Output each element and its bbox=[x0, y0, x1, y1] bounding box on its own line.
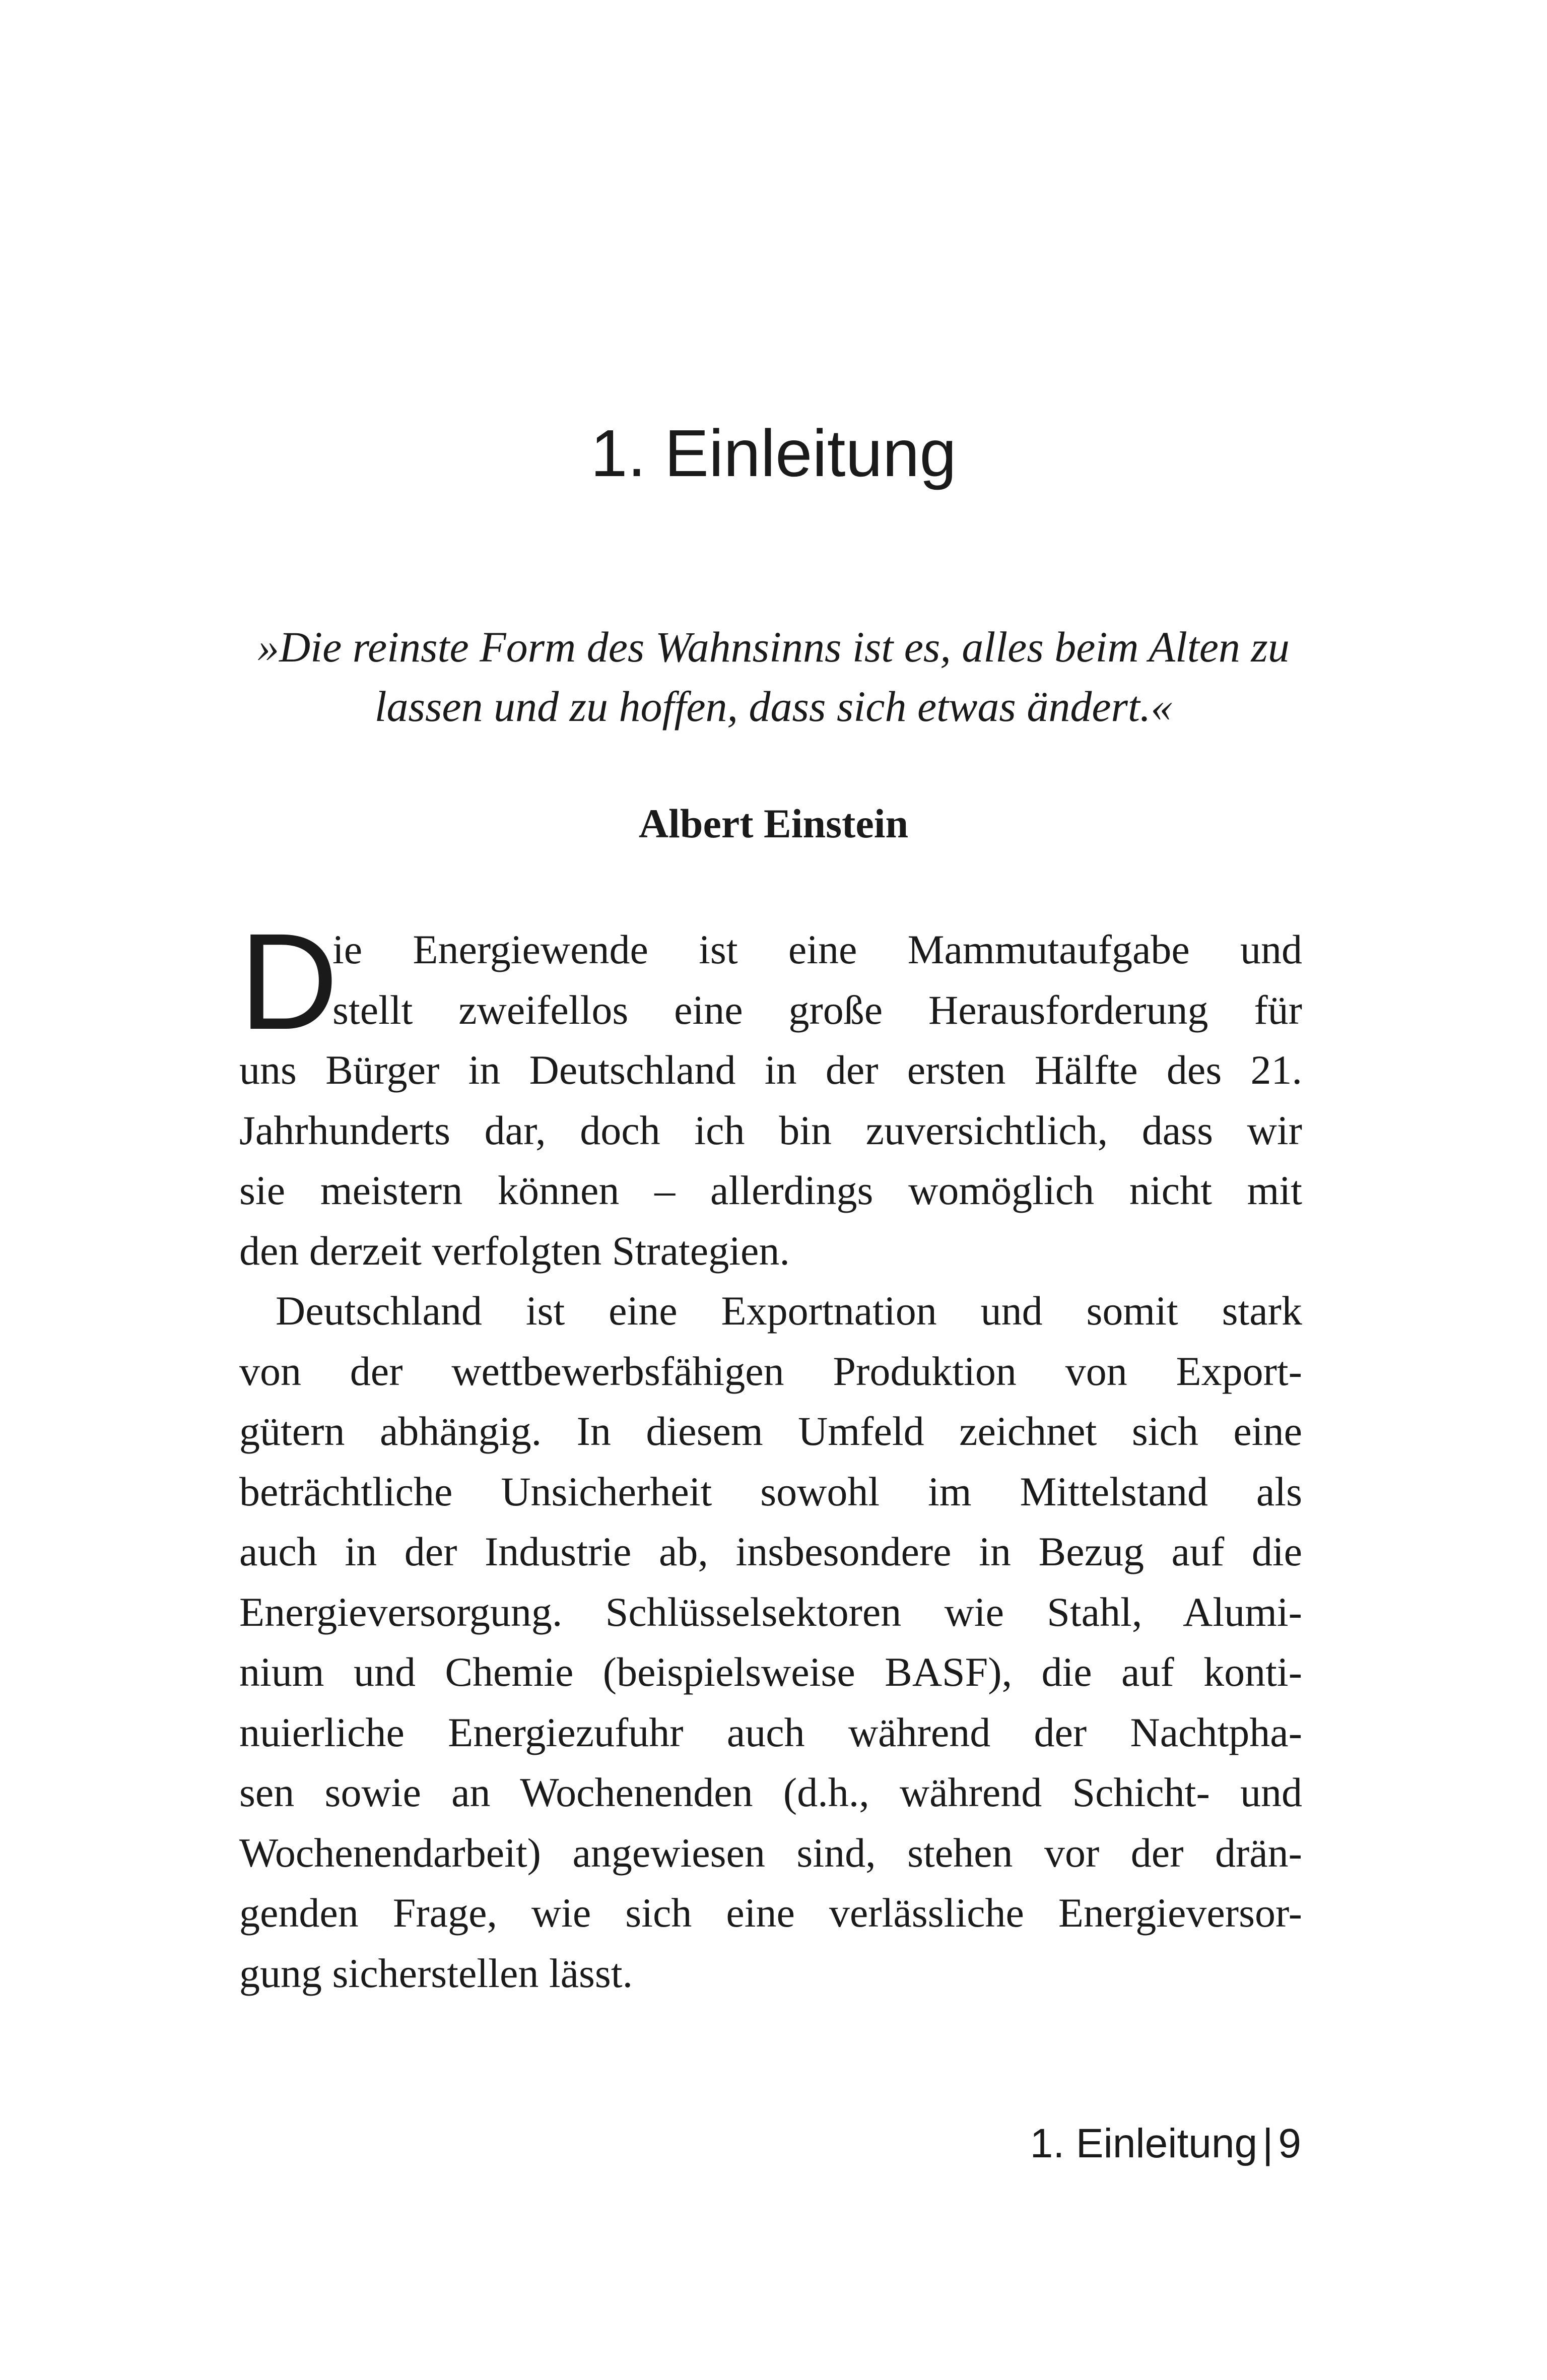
footer-section: 1. Einleitung bbox=[1030, 2121, 1258, 2166]
text-line: den derzeit verfolgten Strategien. bbox=[239, 1227, 790, 1274]
text-line: gütern abhängig. In diesem Umfeld zeichnet sich eine bbox=[239, 1408, 1302, 1454]
paragraph-2 bbox=[239, 1281, 1302, 2003]
epigraph-line: »Die reinste Form des Wahnsinns ist es, alles beim Alten zu bbox=[257, 623, 1290, 671]
text-line: Wochenendarbeit) angewiesen sind, stehen vor der drän- bbox=[239, 1829, 1302, 1876]
body-text bbox=[239, 905, 1302, 2003]
text-line: auch in der Industrie ab, insbesondere in Bezug auf die bbox=[239, 1529, 1302, 1574]
text-line: nium und Chemie (beispielsweise BASF), die auf konti- bbox=[239, 1649, 1302, 1695]
text-line: beträchtliche Unsicherheit sowohl im Mittelstand als bbox=[239, 1468, 1302, 1514]
text-line: uns Bürger in Deutschland in der ersten Hälfte des 21. bbox=[239, 1047, 1302, 1093]
text-line: von der wettbewerbsfähigen Produktion von Export- bbox=[239, 1348, 1302, 1394]
text-line: sen sowie an Wochenenden (d.h., während Schicht- und bbox=[239, 1769, 1302, 1815]
page-number: 9 bbox=[1278, 2121, 1301, 2166]
drop-cap: D bbox=[239, 905, 339, 1058]
epigraph-line: lassen und zu hoffen, dass sich etwas ändert.« bbox=[374, 682, 1173, 731]
paragraph-1 bbox=[239, 905, 1302, 1281]
text-line: Energieversorgung. Schlüsselsektoren wie Stahl, Alumi- bbox=[239, 1589, 1302, 1635]
text-line: nuierliche Energiezufuhr auch während der Nachtpha- bbox=[239, 1709, 1302, 1755]
text-line: sie meistern können – allerdings womöglich nicht mit bbox=[239, 1167, 1302, 1213]
epigraph-author: Albert Einstein bbox=[638, 801, 909, 846]
footer-separator: | bbox=[1262, 2121, 1273, 2166]
epigraph-quote bbox=[239, 617, 1308, 736]
text-line: genden Frage, wie sich eine verlässliche Energieversor- bbox=[239, 1890, 1302, 1936]
text-line: stellt zweifellos eine große Herausforderung für bbox=[332, 986, 1302, 1033]
text-line: Jahrhunderts dar, doch ich bin zuversichtlich, dass wir bbox=[239, 1107, 1302, 1153]
chapter-title: 1. Einleitung bbox=[590, 416, 957, 490]
running-footer bbox=[1030, 2116, 1301, 2171]
text-line: ie Energiewende ist eine Mammutaufgabe und bbox=[332, 927, 1302, 972]
text-line: Deutschland ist eine Exportnation und somit stark bbox=[276, 1288, 1302, 1334]
text-line: gung sicherstellen lässt. bbox=[239, 1950, 633, 1996]
